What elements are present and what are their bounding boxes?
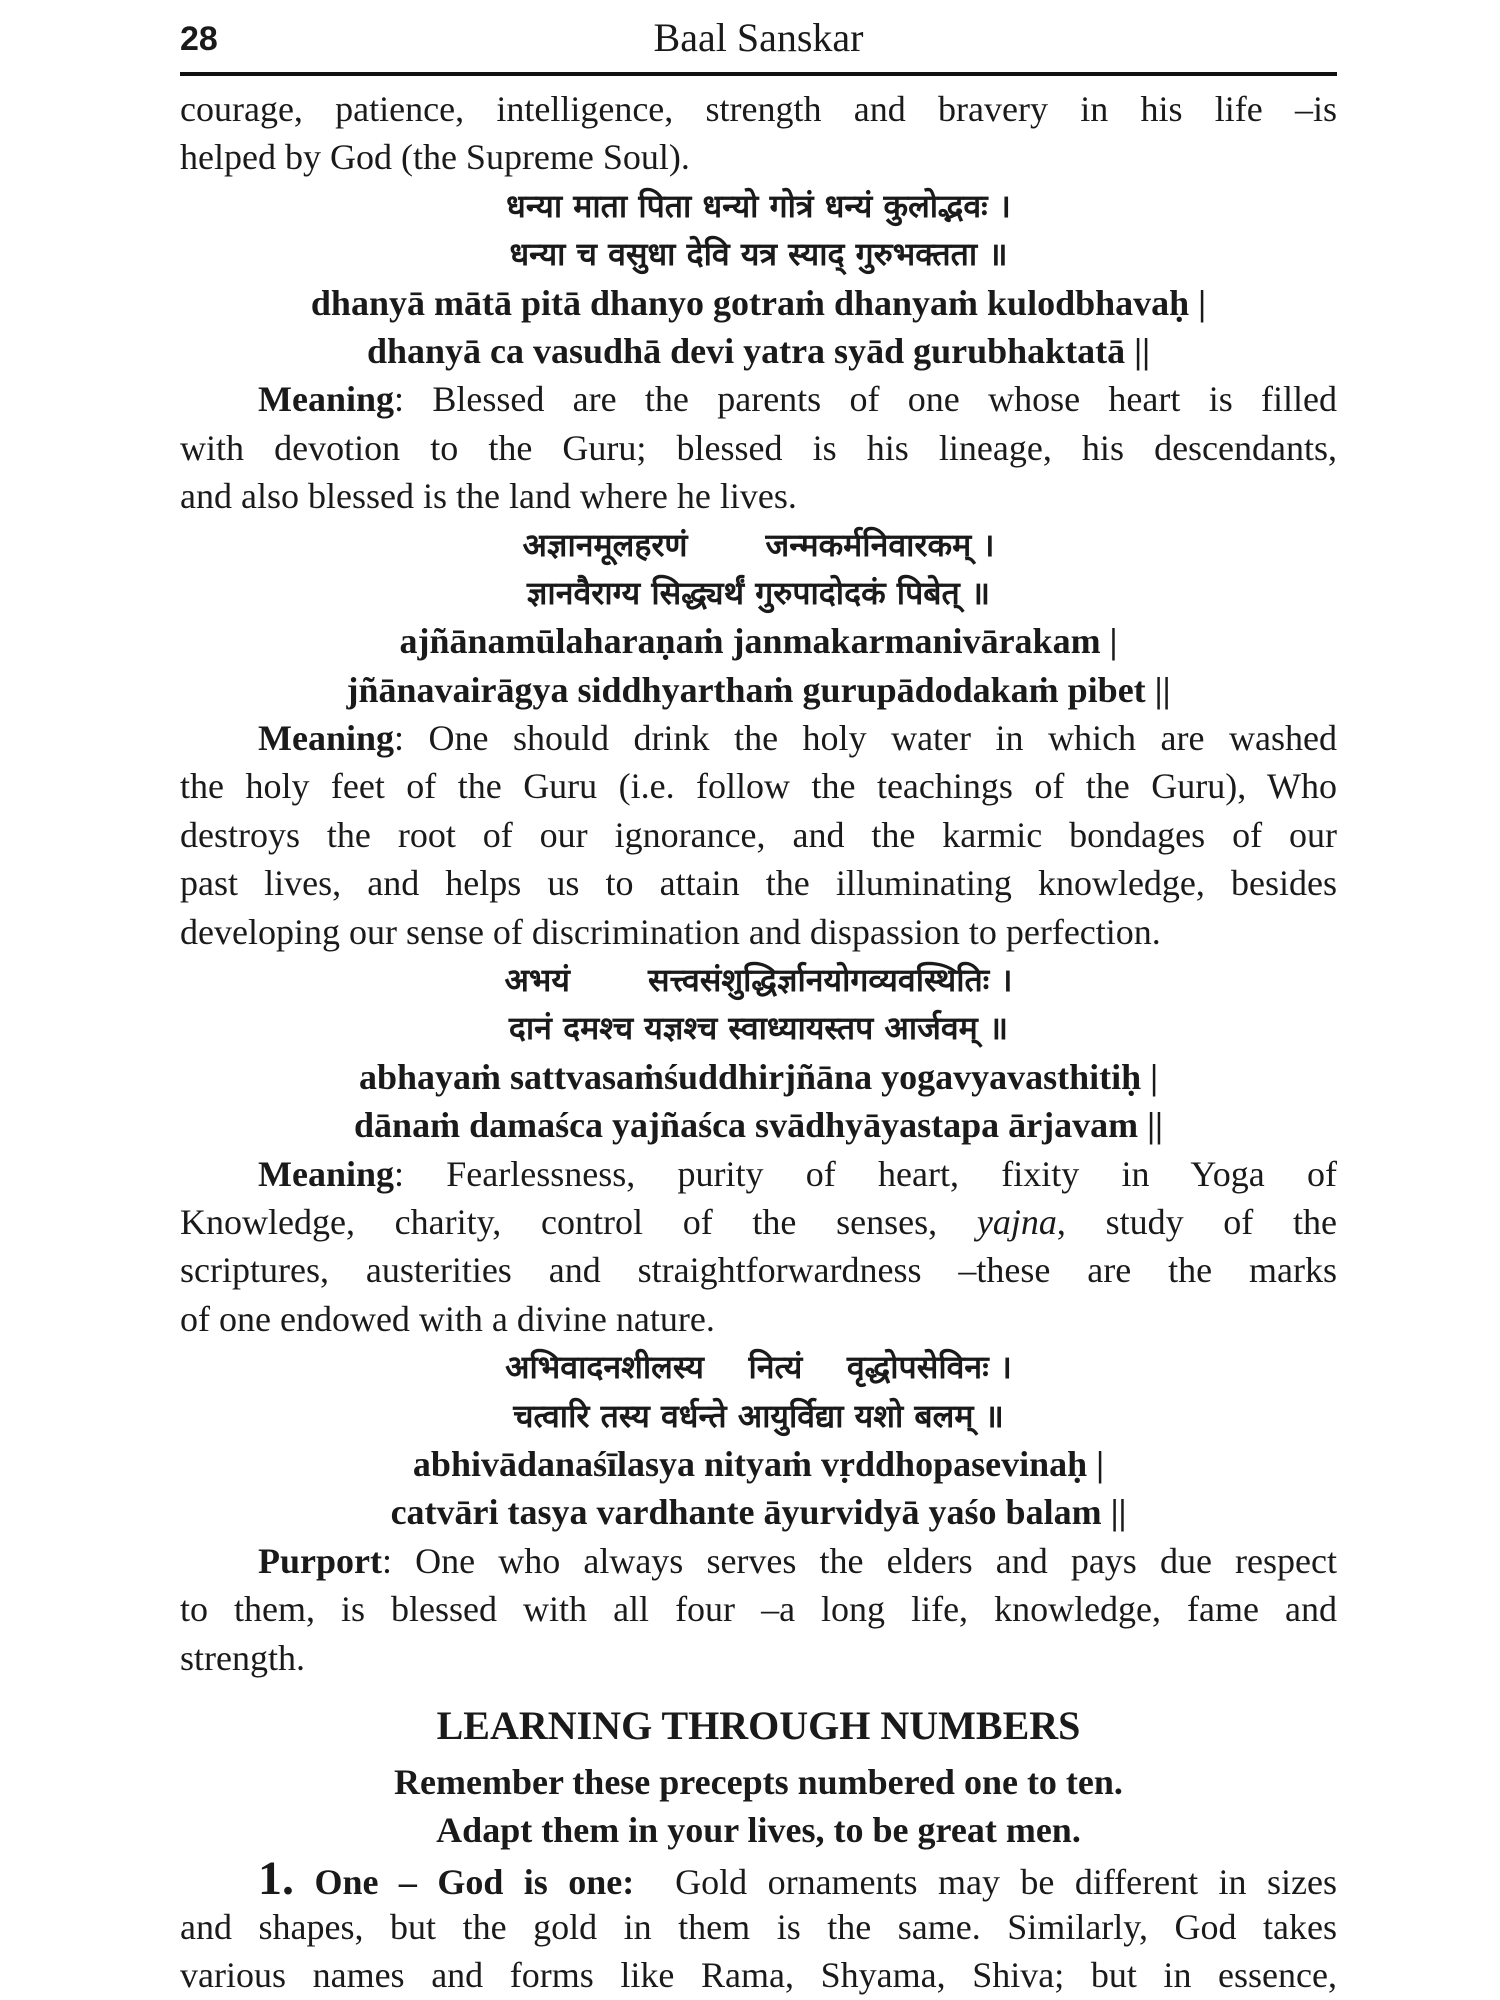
meaning-text: : Blessed are the parents of one whose heart is filled — [394, 379, 1337, 420]
meaning-line — [180, 1198, 1337, 1246]
page-number: 28 — [180, 20, 218, 58]
item-number: 1. — [258, 1851, 294, 1905]
item-title: One – God is one: — [294, 1861, 635, 1902]
transliteration-line: abhayaṁ sattvasaṁśuddhirjñāna yogavyavasthitiḥ | — [358, 1056, 1159, 1097]
meaning-text: : One should drink the holy water in which are washed — [394, 718, 1337, 759]
meaning-line: past lives, and helps us to attain the illuminating knowledge, besides — [180, 863, 1337, 904]
body-line: helped by God (the Supreme Soul). — [180, 137, 690, 178]
transliteration-line: abhivādanaśīlasya nityaṁ vṛddhopasevinaḥ | — [412, 1443, 1105, 1484]
meaning-line: developing our sense of discrimination and dispassion to perfection. — [180, 911, 1161, 952]
numbered-item-line: and shapes, but the gold in them is the same. Similarly, God takes — [180, 1907, 1337, 1948]
meaning-line: with devotion to the Guru; blessed is his lineage, his descendants, — [180, 427, 1337, 468]
sanskrit-verse-line: अज्ञानमूलहरणं जन्मकर्मनिवारकम् । — [522, 525, 995, 564]
meaning-line — [180, 714, 1337, 762]
meaning-line — [180, 375, 1337, 423]
meaning-line — [180, 1150, 1337, 1198]
numbered-item-line — [180, 1851, 1337, 1905]
purport-label: Purport — [258, 1540, 382, 1581]
sanskrit-verse-line: ज्ञानवैराग्य सिद्ध्यर्थं गुरुपादोदकं पिबेत् ॥ — [526, 573, 991, 612]
purport-line — [180, 1537, 1337, 1585]
meaning-line: of one endowed with a divine nature. — [180, 1298, 715, 1339]
purport-line: strength. — [180, 1637, 305, 1678]
item-text: Gold ornaments may be different in sizes — [634, 1861, 1337, 1902]
transliteration-line: dhanyā ca vasudhā devi yatra syād gurubhaktatā || — [366, 330, 1151, 371]
header-rule — [180, 72, 1337, 76]
meaning-text: : Fearlessness, purity of heart, fixity in Yoga of — [394, 1153, 1337, 1194]
meaning-label: Meaning — [258, 379, 395, 420]
sanskrit-verse-line: धन्या च वसुधा देवि यत्र स्याद् गुरुभक्तता ॥ — [509, 235, 1008, 274]
transliteration-line: catvāri tasya vardhante āyurvidyā yaśo balam || — [390, 1492, 1127, 1533]
sanskrit-verse-line: अभिवादनशीलस्य नित्यं वृद्धोपसेविनः । — [505, 1348, 1012, 1387]
sanskrit-verse-line: चत्वारि तस्य वर्धन्ते आयुर्विद्या यशो बलम् ॥ — [513, 1396, 1004, 1435]
italic-term: yajna — [976, 1201, 1057, 1242]
body-line: courage, patience, intelligence, strength and bravery in his life –is — [180, 89, 1337, 129]
meaning-text: Knowledge, charity, control of the senses, — [180, 1201, 977, 1242]
meaning-line: the holy feet of the Guru (i.e. follow the teachings of the Guru), Who — [180, 766, 1337, 807]
meaning-label: Meaning — [258, 718, 395, 759]
purport-line: to them, is blessed with all four –a long life, knowledge, fame and — [180, 1589, 1337, 1630]
transliteration-line: jñānavairāgya siddhyarthaṁ gurupādodakaṁ pibet || — [346, 669, 1171, 710]
page-body — [180, 85, 1337, 2000]
purport-text: : One who always serves the elders and pays due respect — [381, 1540, 1337, 1581]
section-subtitle: Adapt them in your lives, to be great men. — [436, 1810, 1081, 1851]
numbered-item-line: various names and forms like Rama, Shyama, Shiva; but in essence, — [180, 1955, 1337, 1996]
meaning-line: scriptures, austerities and straightforwardness –these are the marks — [180, 1250, 1337, 1291]
meaning-label: Meaning — [258, 1153, 395, 1194]
section-subtitle: Remember these precepts numbered one to ten. — [394, 1761, 1123, 1802]
transliteration-line: dānaṁ damaśca yajñaśca svādhyāyastapa ārjavam || — [354, 1105, 1163, 1146]
transliteration-line: ajñānamūlaharaṇaṁ janmakarmanivārakam | — [399, 621, 1118, 662]
transliteration-line: dhanyā mātā pitā dhanyo gotraṁ dhanyaṁ kulodbhavaḥ | — [310, 282, 1207, 323]
meaning-line: destroys the root of our ignorance, and the karmic bondages of our — [180, 814, 1337, 855]
meaning-line: and also blessed is the land where he lives. — [180, 476, 797, 517]
section-heading: LEARNING THROUGH NUMBERS — [436, 1702, 1081, 1748]
sanskrit-verse-line: अभयं सत्त्वसंशुद्धिर्ज्ञानयोगव्यवस्थितिः । — [504, 961, 1013, 1000]
meaning-text: , study of the — [1056, 1201, 1338, 1242]
sanskrit-verse-line: दानं दमश्च यज्ञश्च स्वाध्यायस्तप आर्जवम् ॥ — [508, 1009, 1009, 1048]
sanskrit-verse-line: धन्या माता पिता धन्यो गोत्रं धन्यं कुलोद्भवः । — [506, 186, 1011, 225]
running-title: Baal Sanskar — [653, 15, 864, 60]
